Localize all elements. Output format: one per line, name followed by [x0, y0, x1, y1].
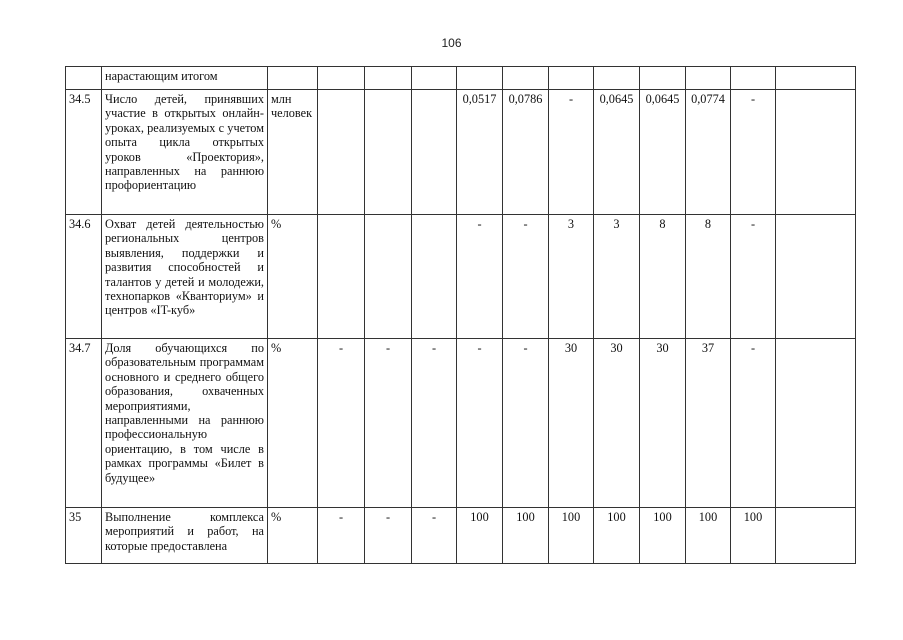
indicator-name: Число детей, принявших участие в открытых онлайн-уроках, реализуемых с учетом опыта цикла открытых уроков «Проектория», направленных на раннюю профориентацию	[102, 90, 268, 215]
value-cell: 0,0645	[640, 90, 686, 215]
value-cell: 3	[549, 215, 594, 339]
value-cell: 100	[686, 508, 731, 564]
value-cell: -	[318, 508, 365, 564]
unit-cell: %	[268, 339, 318, 508]
value-cell: -	[457, 339, 503, 508]
value-cell: 100	[594, 508, 640, 564]
value-cell: 0,0645	[594, 90, 640, 215]
value-cell: 8	[686, 215, 731, 339]
value-cell	[731, 67, 776, 90]
value-cell: 0,0786	[503, 90, 549, 215]
value-cell	[776, 508, 856, 564]
indicator-name: Доля обучающихся по образовательным программам основного и среднего общего образования, охваченных мероприятиями, направленными на раннюю профессиональную ориентацию, в том числе в рамках программы «Билет в будущее»	[102, 339, 268, 508]
value-cell: -	[503, 339, 549, 508]
row-number: 35	[66, 508, 102, 564]
value-cell	[594, 67, 640, 90]
value-cell	[640, 67, 686, 90]
unit-cell: млн человек	[268, 90, 318, 215]
value-cell: -	[731, 90, 776, 215]
value-cell: -	[412, 508, 457, 564]
row-number: 34.7	[66, 339, 102, 508]
value-cell	[412, 90, 457, 215]
value-cell: 0,0774	[686, 90, 731, 215]
value-cell: 100	[503, 508, 549, 564]
table-row	[66, 339, 856, 508]
table-row	[66, 90, 856, 215]
table-row	[66, 215, 856, 339]
value-cell	[318, 215, 365, 339]
value-cell	[412, 67, 457, 90]
indicator-name: нарастающим итогом	[102, 67, 268, 90]
indicator-name: Охват детей деятельностью региональных центров выявления, поддержки и развития способностей и талантов у детей и молодежи, технопарков «Кванториум» и центров «IT-куб»	[102, 215, 268, 339]
value-cell: 30	[549, 339, 594, 508]
value-cell: 0,0517	[457, 90, 503, 215]
unit-cell: %	[268, 215, 318, 339]
value-cell	[365, 67, 412, 90]
value-cell	[318, 90, 365, 215]
value-cell: -	[731, 339, 776, 508]
value-cell	[776, 215, 856, 339]
indicator-name: Выполнение комплекса мероприятий и работ, на которые предоставлена	[102, 508, 268, 564]
row-number: 34.5	[66, 90, 102, 215]
unit-cell	[268, 67, 318, 90]
value-cell: 100	[640, 508, 686, 564]
value-cell: 100	[457, 508, 503, 564]
indicators-table	[65, 66, 856, 564]
value-cell: -	[318, 339, 365, 508]
value-cell	[412, 215, 457, 339]
value-cell: -	[365, 508, 412, 564]
value-cell	[365, 90, 412, 215]
value-cell	[503, 67, 549, 90]
table-row	[66, 508, 856, 564]
value-cell	[776, 90, 856, 215]
value-cell: 100	[731, 508, 776, 564]
value-cell: 30	[594, 339, 640, 508]
value-cell: 37	[686, 339, 731, 508]
value-cell	[365, 215, 412, 339]
row-number: 34.6	[66, 215, 102, 339]
value-cell: 30	[640, 339, 686, 508]
value-cell: 8	[640, 215, 686, 339]
value-cell: -	[503, 215, 549, 339]
value-cell	[457, 67, 503, 90]
value-cell: -	[412, 339, 457, 508]
unit-cell: %	[268, 508, 318, 564]
page-number: 106	[441, 36, 462, 50]
value-cell: -	[731, 215, 776, 339]
value-cell: 3	[594, 215, 640, 339]
row-number	[66, 67, 102, 90]
value-cell	[549, 67, 594, 90]
value-cell	[776, 67, 856, 90]
value-cell	[776, 339, 856, 508]
value-cell: -	[549, 90, 594, 215]
value-cell: 100	[549, 508, 594, 564]
value-cell: -	[365, 339, 412, 508]
value-cell: -	[457, 215, 503, 339]
value-cell	[686, 67, 731, 90]
value-cell	[318, 67, 365, 90]
table-row	[66, 67, 856, 90]
